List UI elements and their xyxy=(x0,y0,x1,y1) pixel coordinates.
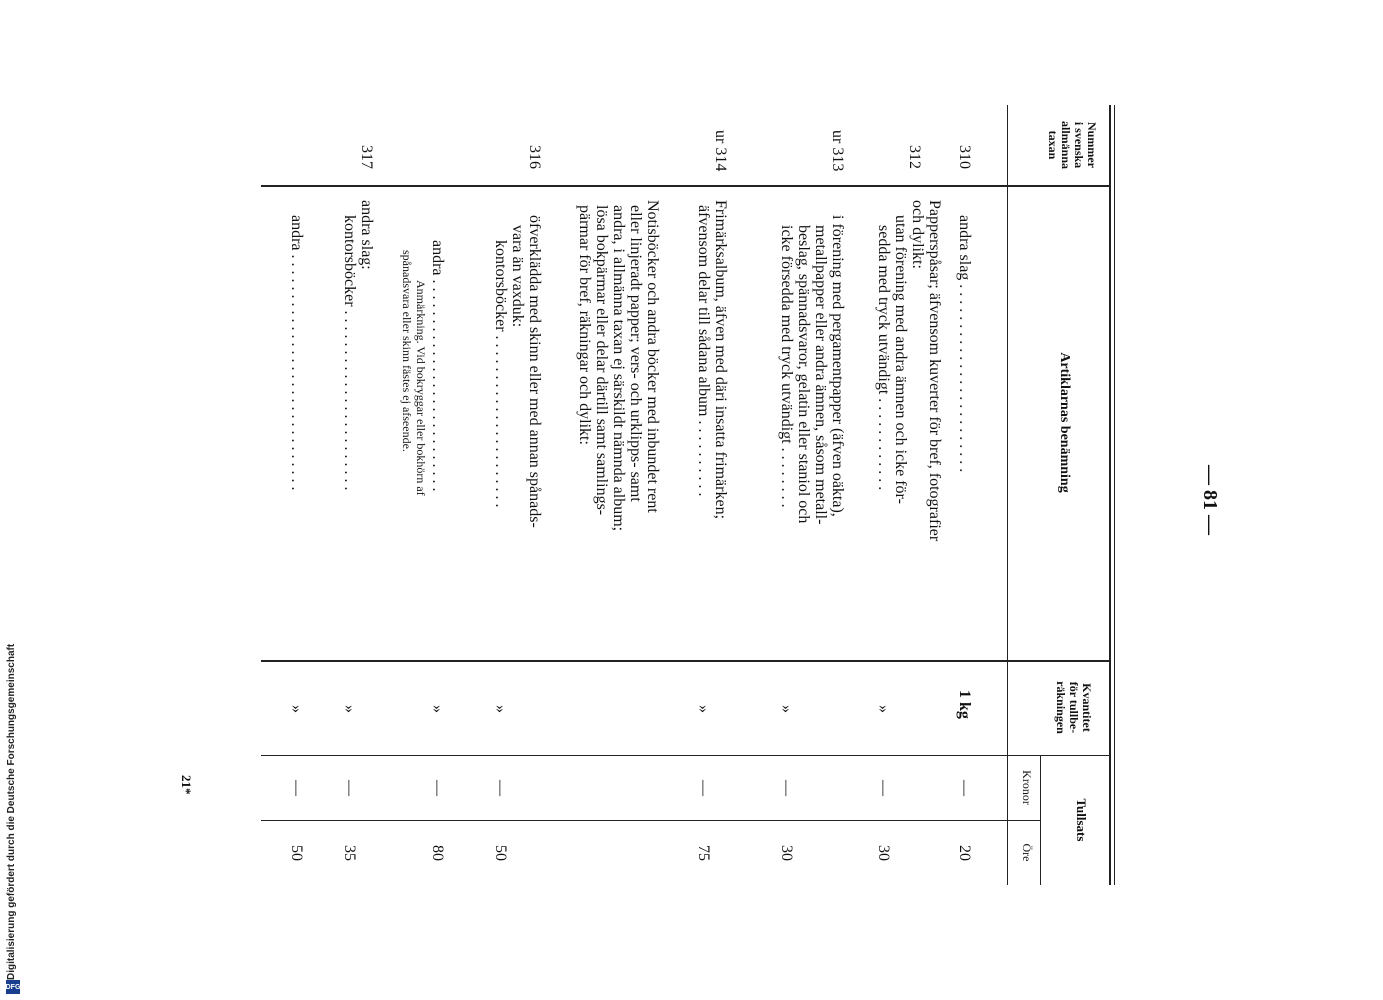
dfg-credit-text: Digitalisierung gefördert durch die Deutsche Forschungsgemeinschaft xyxy=(6,643,17,980)
row-note: spånadsvara eller skinn fästes ej afseende. xyxy=(400,250,414,452)
row-quantity: » xyxy=(695,705,712,713)
header-bottom-rule xyxy=(1007,105,1008,885)
row-quantity: » xyxy=(288,705,305,713)
row-ore: 30 xyxy=(778,845,795,861)
row-text: Notisböcker och andra böcker med inbundet rent xyxy=(644,200,661,513)
row-ore: 30 xyxy=(875,845,892,861)
row-text: metallpapper eller andra ämnen, såsom metall- xyxy=(812,225,829,525)
row-kronor: — xyxy=(341,780,358,796)
row-quantity: » xyxy=(778,705,795,713)
row-text: andra slag: xyxy=(358,200,375,270)
row-text: andra slag . . . . . . . . . . . . . . . . . . . . . . . . xyxy=(956,215,973,473)
row-text: beslag, spännadsvaror, gelatin eller staniol och xyxy=(795,225,812,524)
table-top-rule-thin xyxy=(1114,105,1115,885)
dfg-credit xyxy=(6,594,20,994)
row-text: i förening med pergamentpapper (äfven oäkta), xyxy=(829,215,846,517)
row-text: andra . . . . . . . . . . . . . . . . . . . . . . . . . . . xyxy=(429,240,446,492)
row-kronor: — xyxy=(956,780,973,796)
row-text: kontorsböcker . . . . . . . . . . . . . . . . . . . . . . . xyxy=(341,215,358,491)
row-quantity: » xyxy=(492,705,509,713)
row-kronor: — xyxy=(695,780,712,796)
row-kronor: — xyxy=(429,780,446,796)
row-quantity: » xyxy=(429,705,446,713)
header-ore: Öre xyxy=(1020,843,1034,862)
row-text: Papperspåsar; äfvensom kuverter för bref, fotografier xyxy=(926,200,943,542)
dfg-logo-icon: DFG xyxy=(6,980,20,994)
row-number: ur 314 xyxy=(712,130,729,172)
row-text: utan förening med andra ämnen och icke för- xyxy=(892,215,909,504)
row-number: 312 xyxy=(906,145,923,169)
row-ore: 20 xyxy=(956,845,973,861)
header-quantity: Kvantitet för tullbe- räkningen xyxy=(1054,681,1094,734)
row-ore: 35 xyxy=(341,845,358,861)
col-divider-2 xyxy=(261,660,1111,662)
row-ore: 75 xyxy=(695,845,712,861)
row-quantity: 1 kg xyxy=(956,690,973,719)
row-text: pärmar för bref, räkningar och dylikt: xyxy=(576,205,593,445)
row-text: och dylikt: xyxy=(909,200,926,269)
row-kronor: — xyxy=(492,780,509,796)
row-kronor: — xyxy=(288,780,305,796)
col-divider-3 xyxy=(261,755,1111,756)
row-quantity: » xyxy=(875,705,892,713)
row-quantity: » xyxy=(341,705,358,713)
row-number: 310 xyxy=(956,145,973,169)
row-text: vara än vaxduk: xyxy=(509,225,526,328)
row-text: icke försedda med tryck utvändigt . . . . . . . . xyxy=(778,225,795,508)
kr-ore-divider xyxy=(261,820,1041,821)
table-top-rule xyxy=(1109,105,1111,885)
signature-mark: 21* xyxy=(179,775,194,795)
header-duty: Tullsats xyxy=(1074,798,1089,842)
row-text: Frimärksalbum, äfven med däri insatta frimärken; xyxy=(712,200,729,520)
row-number: 316 xyxy=(526,145,543,169)
header-kronor: Kronor xyxy=(1020,770,1034,805)
row-text: eller linjeradt papper; vers- och urklipps- samt xyxy=(627,205,644,502)
row-number: ur 313 xyxy=(829,130,846,172)
row-kronor: — xyxy=(778,780,795,796)
row-text: lösa bokpärmar eller delar därtill samt samlings- xyxy=(593,205,610,516)
row-kronor: — xyxy=(875,780,892,796)
row-text: sedda med tryck utvändigt . . . . . . . . . . . . xyxy=(875,225,892,491)
row-text: kontorsböcker . . . . . . . . . . . . . . . . . . . . . . xyxy=(492,240,509,508)
row-number: 317 xyxy=(358,145,375,169)
col-divider-1 xyxy=(261,185,1111,187)
header-number: Nummer i svenska allmänna taxan xyxy=(1046,120,1099,169)
row-ore: 50 xyxy=(492,845,509,861)
row-text: äfvensom delar till sådana album . . . . . . . . . . xyxy=(695,205,712,497)
row-text: andra, i allmänna taxan ej särskildt nämnda album; xyxy=(610,205,627,532)
page-number: — 81 — xyxy=(1199,465,1221,535)
header-article: Artiklarnas benämning xyxy=(1057,352,1072,493)
row-note: Anmärkning. Vid bokryggar eller bokhörn af xyxy=(414,280,428,496)
row-text: öfverklädda med skinn eller med annan spånads- xyxy=(526,215,543,528)
row-ore: 80 xyxy=(429,845,446,861)
row-text: andra . . . . . . . . . . . . . . . . . . . . . . . . . . . . . . xyxy=(288,215,305,491)
row-ore: 50 xyxy=(288,845,305,861)
